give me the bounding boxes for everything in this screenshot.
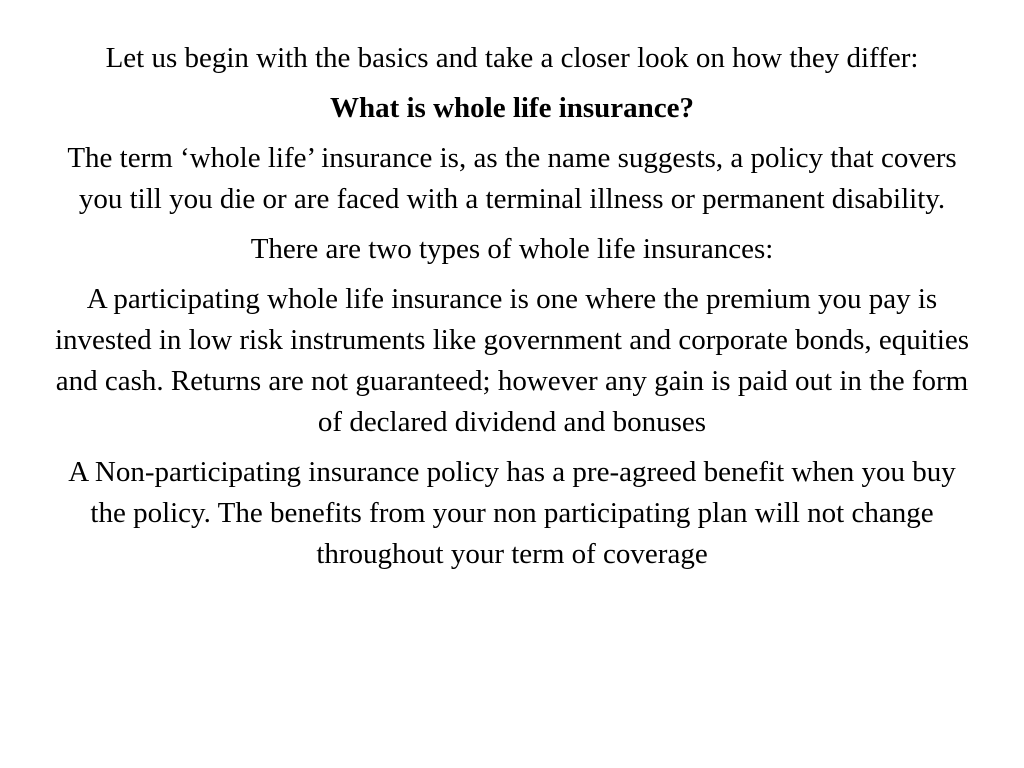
definition-paragraph: The term ‘whole life’ insurance is, as the name suggests, a policy that covers you till you die or are faced with a terminal illness or permanent disability. xyxy=(67,142,957,215)
intro-paragraph: Let us begin with the basics and take a closer look on how they differ: xyxy=(105,42,919,74)
types-intro-paragraph: There are two types of whole life insurances: xyxy=(250,233,774,265)
participating-paragraph: A participating whole life insurance is one where the premium you pay is invested in low risk instruments like government and corporate bonds, equities and cash. Returns are not guaranteed; however any gain is paid out in the form of declared dividend and bonuses xyxy=(54,283,970,438)
non-participating-paragraph: A Non-participating insurance policy has a pre-agreed benefit when you buy the policy. The benefits from your non participating plan will not change throughout your term of coverage xyxy=(68,456,956,570)
slide-content xyxy=(50,38,974,584)
section-heading: What is whole life insurance? xyxy=(329,92,695,124)
